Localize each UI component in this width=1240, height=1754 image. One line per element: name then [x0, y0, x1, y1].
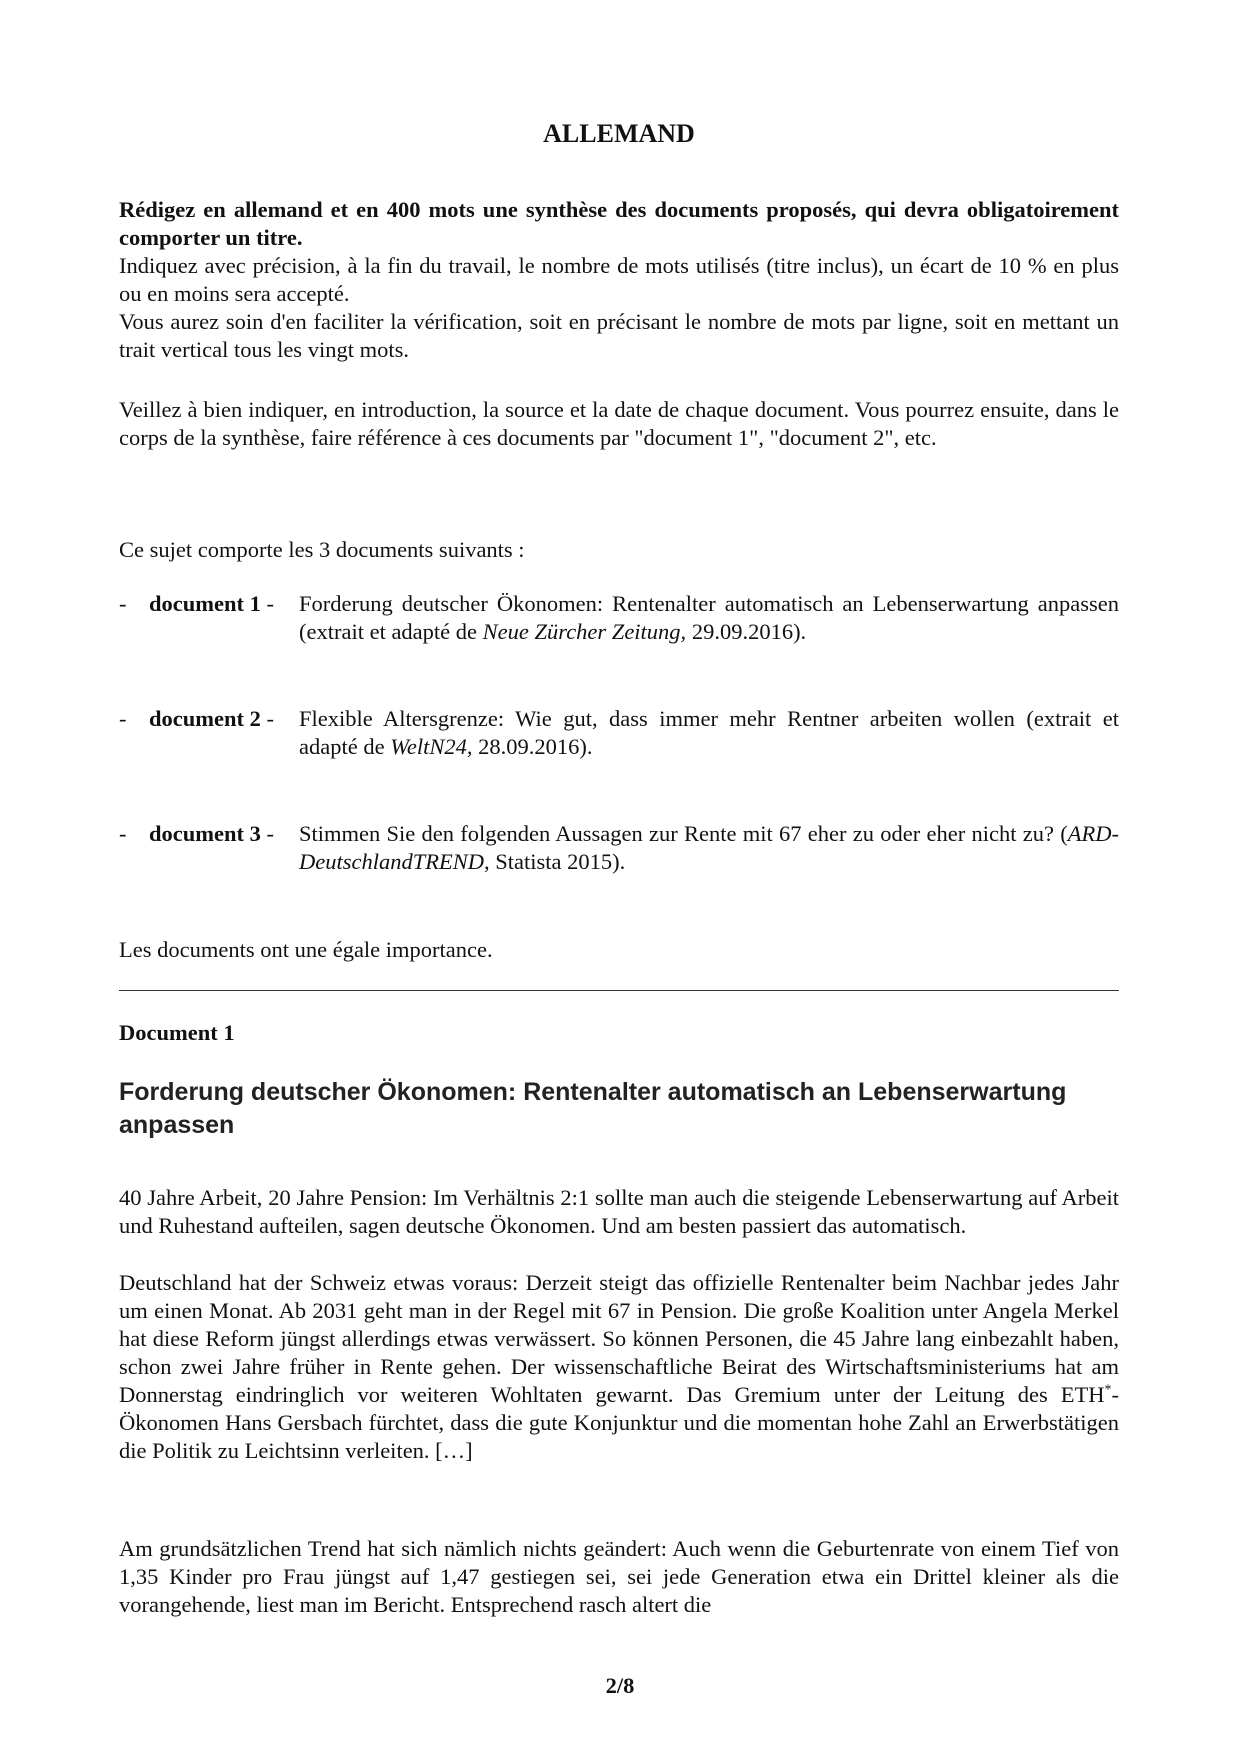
- paragraph-text-continued: -Ökonomen Hans Gersbach fürchtet, dass die gute Konjunktur und die momentan hohe Zahl an Erwerbstätigen die Politik zu Leichtsinn verleiten. […]: [119, 1382, 1119, 1463]
- article-title: Forderung deutscher Ökonomen: Rentenalter automatisch an Lebenserwartung anpassen: [119, 1078, 1067, 1139]
- document-source: WeltN24,: [390, 734, 473, 759]
- equal-importance-note: Les documents ont une égale importance.: [119, 937, 493, 962]
- label-separator: -: [260, 706, 274, 731]
- instructions-block: [119, 196, 1119, 364]
- instruction-sources: Veillez à bien indiquer, en introduction, la source et la date de chaque document. Vous pourrez ensuite, dans le corps de la synthèse, faire référence à ces documents par "document 1", "document 2", etc.: [119, 397, 1119, 450]
- document-list-item-3: [119, 820, 1119, 876]
- list-dash: -: [119, 591, 127, 616]
- description-text: Stimmen Sie den folgenden Aussagen zur Rente mit 67 eher zu oder eher nicht zu? (: [299, 821, 1068, 846]
- page-title: ALLEMAND: [543, 119, 695, 148]
- document-list-item-2: [119, 705, 1119, 761]
- page-number: 2/8: [605, 1673, 635, 1698]
- label-separator: -: [260, 591, 274, 616]
- paragraph-text: Deutschland hat der Schweiz etwas voraus: Derzeit steigt das offizielle Rentenalter beim Nachbar jedes Jahr um einen Monat. Ab 2031 geht man in der Regel mit 67 in Pension. Die große Koalition unter Angela Merkel hat diese Reform jüngst allerdings etwas verwässert. So können Personen, die 45 Jahre lang einbezahlt haben, schon zwei Jahre früher in Rente gehen. Der wissenschaftliche Beirat des Wirtschaftsministeriums hat am Donnerstag eindringlich vor weiteren Wohltaten gewarnt. Das Gremium unter der Leitung des ETH: [119, 1270, 1119, 1407]
- document-description: [299, 820, 1119, 876]
- document-label: document 1: [149, 591, 261, 616]
- document-date: 28.09.2016).: [472, 734, 593, 759]
- footnote-marker: *: [1104, 1382, 1112, 1398]
- document-description: [299, 705, 1119, 761]
- subject-intro: Ce sujet comporte les 3 documents suivants :: [119, 537, 525, 562]
- document-1-heading: Document 1: [119, 1020, 235, 1045]
- article-paragraph-3: Am grundsätzlichen Trend hat sich nämlich nichts geändert: Auch wenn die Geburtenrate von einem Tief von 1,35 Kinder pro Frau jüngst auf 1,47 gestiegen sei, sei jede Generation etwa ein Drittel kleiner als die vorangehende, liest man im Bericht. Entsprechend rasch altert die: [119, 1536, 1119, 1617]
- label-separator: -: [260, 821, 274, 846]
- instruction-word-count: Indiquez avec précision, à la fin du travail, le nombre de mots utilisés (titre inclus), un écart de 10 % en plus ou en moins sera accepté.: [119, 253, 1119, 306]
- list-dash: -: [119, 821, 127, 846]
- document-description: [299, 590, 1119, 646]
- article-paragraph-1: 40 Jahre Arbeit, 20 Jahre Pension: Im Verhältnis 2:1 sollte man auch die steigende Lebenserwartung auf Arbeit und Ruhestand aufteilen, sagen deutsche Ökonomen. Und am besten passiert das automatisch.: [119, 1185, 1119, 1238]
- horizontal-divider: [119, 990, 1119, 991]
- document-source: ARD-DeutschlandTREND: [299, 821, 1119, 874]
- document-label: document 2: [149, 706, 261, 731]
- article-paragraph-2: [119, 1269, 1119, 1465]
- document-source: Neue Zürcher Zeitung,: [482, 619, 687, 644]
- instruction-verification: Vous aurez soin d'en faciliter la vérification, soit en précisant le nombre de mots par ligne, soit en mettant un trait vertical tous les vingt mots.: [119, 309, 1119, 362]
- document-date: , Statista 2015).: [484, 849, 626, 874]
- description-text: Flexible Altersgrenze: Wie gut, dass immer mehr Rentner arbeiten wollen (extrait et adapté de: [299, 706, 1119, 759]
- list-dash: -: [119, 706, 127, 731]
- document-label: document 3: [149, 821, 261, 846]
- document-list-item-1: [119, 590, 1119, 646]
- description-text: Forderung deutscher Ökonomen: Rentenalter automatisch an Lebenserwartung anpassen (extrait et adapté de: [299, 591, 1119, 644]
- document-date: 29.09.2016).: [686, 619, 807, 644]
- instruction-bold: Rédigez en allemand et en 400 mots une synthèse des documents proposés, qui devra obligatoirement comporter un titre.: [119, 197, 1119, 250]
